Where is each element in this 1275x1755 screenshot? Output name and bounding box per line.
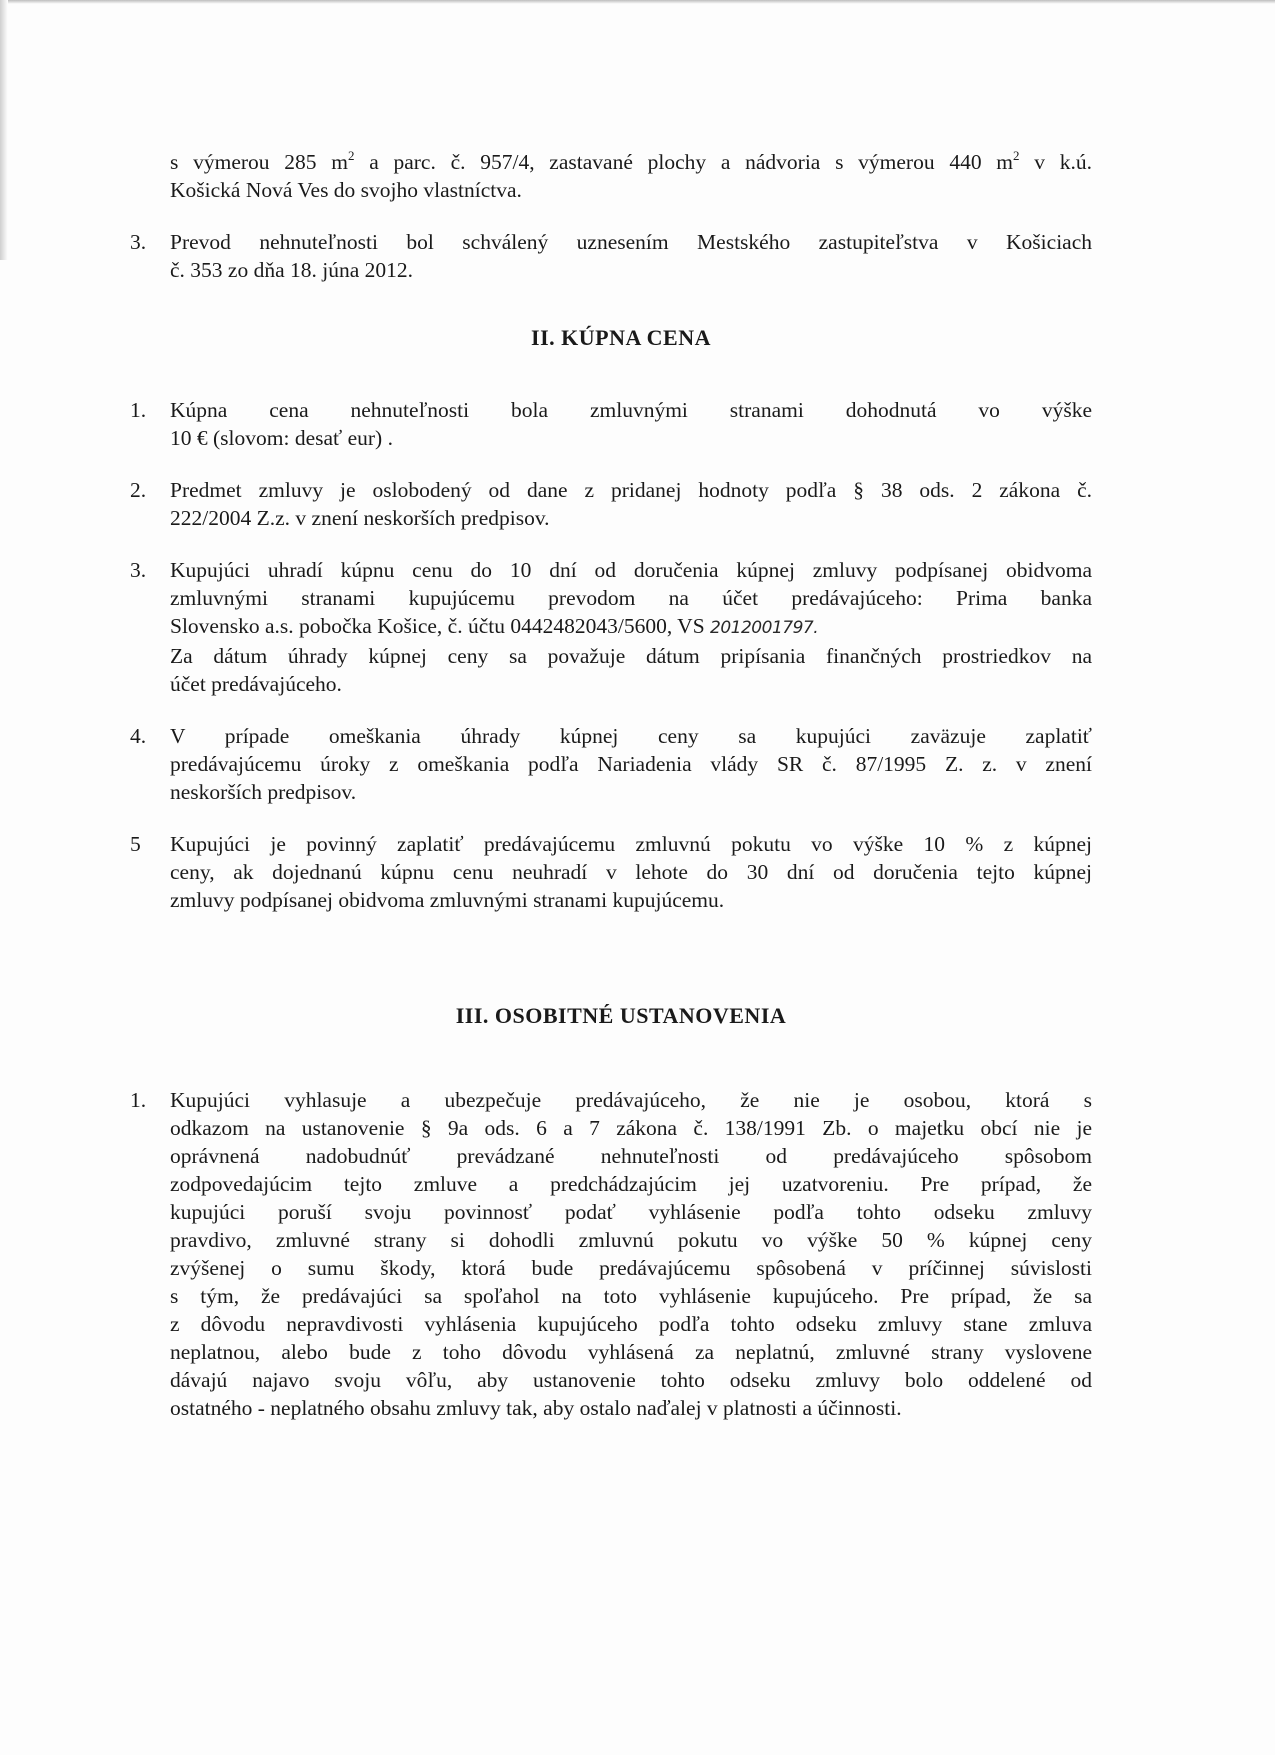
section3-item-1-line-4: zodpovedajúcim tejto zmluve a predchádzajúcim jej uzatvoreniu. Pre prípad, že xyxy=(170,1172,1092,1196)
section2-item-4 xyxy=(130,722,1092,806)
handwritten-variable-symbol: 2012001797. xyxy=(710,618,819,638)
section3-item-1-line-3: oprávnená nadobudnúť prevádzané nehnuteľnosti od predávajúceho spôsobom xyxy=(170,1144,1092,1168)
section2-item-3-line-2: zmluvnými stranami kupujúcemu prevodom na účet predávajúceho: Prima banka xyxy=(170,586,1092,610)
section1-item-3-line-2: č. 353 zo dňa 18. júna 2012. xyxy=(170,258,414,282)
section2-item-1-line-1: Kúpna cena nehnuteľnosti bola zmluvnými stranami dohodnutá vo výške xyxy=(170,398,1092,422)
section3-item-1-line-10: neplatnou, alebo bude z toho dôvodu vyhlásená za neplatnú, zmluvné strany vyslovene xyxy=(170,1340,1092,1364)
section2-item-3-number: 3. xyxy=(130,558,147,582)
section2-item-2-number: 2. xyxy=(130,478,147,502)
intro-sup-1: 2 xyxy=(347,148,355,163)
section3-item-1-line-6: pravdivo, zmluvné strany si dohodli zmluvnú pokutu vo výške 50 % kúpnej ceny xyxy=(170,1228,1092,1252)
section3-item-1-line-1: Kupujúci vyhlasuje a ubezpečuje predávajúceho, že nie je osobou, ktorá s xyxy=(170,1088,1092,1112)
intro-line-1-text-c: v k.ú. xyxy=(1019,150,1092,174)
section1-item-3 xyxy=(130,228,1092,284)
section3-item-1-line-7: zvýšenej o sumu škody, ktorá bude predávajúcemu spôsobená v príčinnej súvislosti xyxy=(170,1256,1092,1280)
section2-item-3 xyxy=(130,556,1092,698)
section2-item-1-number: 1. xyxy=(130,398,147,422)
section3-item-1-number: 1. xyxy=(130,1088,147,1112)
section2-item-3-line-4: Za dátum úhrady kúpnej ceny sa považuje dátum pripísania finančných prostriedkov na xyxy=(170,644,1092,668)
account-text: Slovensko a.s. pobočka Košice, č. účtu 0442482043/5600, VS xyxy=(170,614,711,638)
section1-item-3-line-1: Prevod nehnuteľnosti bol schválený uznesením Mestského zastupiteľstva v Košiciach xyxy=(170,230,1092,254)
section2-item-5-line-3: zmluvy podpísanej obidvoma zmluvnými stranami kupujúcemu. xyxy=(170,888,725,912)
section2-item-4-number: 4. xyxy=(130,724,147,748)
section3-item-1-line-11: dávajú najavo svoju vôľu, aby ustanovenie tohto odseku zmluvy bolo oddelené od xyxy=(170,1368,1092,1392)
section2-item-1 xyxy=(130,396,1092,452)
section3-item-1-line-5: kupujúci poruší svoju povinnosť podať vyhlásenie podľa tohto odseku zmluvy xyxy=(170,1200,1092,1224)
intro-line-1-text-a: s výmerou 285 m xyxy=(170,150,348,174)
section2-item-4-line-2: predávajúcemu úroky z omeškania podľa Nariadenia vlády SR č. 87/1995 Z. z. v znení xyxy=(170,752,1092,776)
section2-item-5 xyxy=(130,830,1092,914)
intro-line-1-text-b: a parc. č. 957/4, zastavané plochy a nádvoria s výmerou 440 m xyxy=(354,150,1014,174)
section2-item-3-line-5: účet predávajúceho. xyxy=(170,672,342,696)
scan-edge-top xyxy=(0,0,1275,4)
document-body xyxy=(130,148,1092,1422)
section2-item-5-line-2: ceny, ak dojednanú kúpnu cenu neuhradí v lehote do 30 dní od doručenia tejto kúpnej xyxy=(170,860,1092,884)
section2-item-4-line-1: V prípade omeškania úhrady kúpnej ceny sa kupujúci zaväzuje zaplatiť xyxy=(170,724,1092,748)
intro-sup-2: 2 xyxy=(1013,148,1020,163)
section2-item-2-line-2: 222/2004 Z.z. v znení neskorších predpisov. xyxy=(170,506,550,530)
section2-item-5-line-1: Kupujúci je povinný zaplatiť predávajúcemu zmluvnú pokutu vo výške 10 % z kúpnej xyxy=(170,832,1092,856)
section2-item-3-line-1: Kupujúci uhradí kúpnu cenu do 10 dní od doručenia kúpnej zmluvy podpísanej obidvoma xyxy=(170,558,1092,582)
intro-line-2: Košická Nová Ves do svojho vlastníctva. xyxy=(170,178,522,202)
section2-item-2-line-1: Predmet zmluvy je oslobodený od dane z pridanej hodnoty podľa § 38 ods. 2 zákona č. xyxy=(170,478,1092,502)
scan-edge-left xyxy=(0,0,8,260)
section3-item-1 xyxy=(130,1086,1092,1422)
section3-item-1-line-8: s tým, že predávajúci sa spoľahol na toto vyhlásenie kupujúceho. Pre prípad, že sa xyxy=(170,1284,1092,1308)
section3-item-1-line-9: z dôvodu nepravdivosti vyhlásenia kupujúceho podľa tohto odseku zmluvy stane zmluva xyxy=(170,1312,1092,1336)
section2-item-3-line-3 xyxy=(170,612,1092,642)
section1-item-3-number: 3. xyxy=(130,230,147,254)
intro-line-1 xyxy=(170,148,1092,176)
intro-paragraph xyxy=(130,148,1092,204)
section2-item-4-line-3: neskorších predpisov. xyxy=(170,780,357,804)
section2-item-2 xyxy=(130,476,1092,532)
section2-item-5-number: 5 xyxy=(130,832,141,856)
section3-heading: III. OSOBITNÉ USTANOVENIA xyxy=(455,1003,787,1028)
section2-heading: II. KÚPNA CENA xyxy=(531,325,711,350)
section2-item-1-line-2: 10 € (slovom: desať eur) . xyxy=(170,426,393,450)
section3-item-1-line-2: odkazom na ustanovenie § 9a ods. 6 a 7 zákona č. 138/1991 Zb. o majetku obcí nie je xyxy=(170,1116,1092,1140)
section3-item-1-line-12: ostatného - neplatného obsahu zmluvy tak, aby ostalo naďalej v platnosti a účinnosti. xyxy=(170,1396,902,1420)
